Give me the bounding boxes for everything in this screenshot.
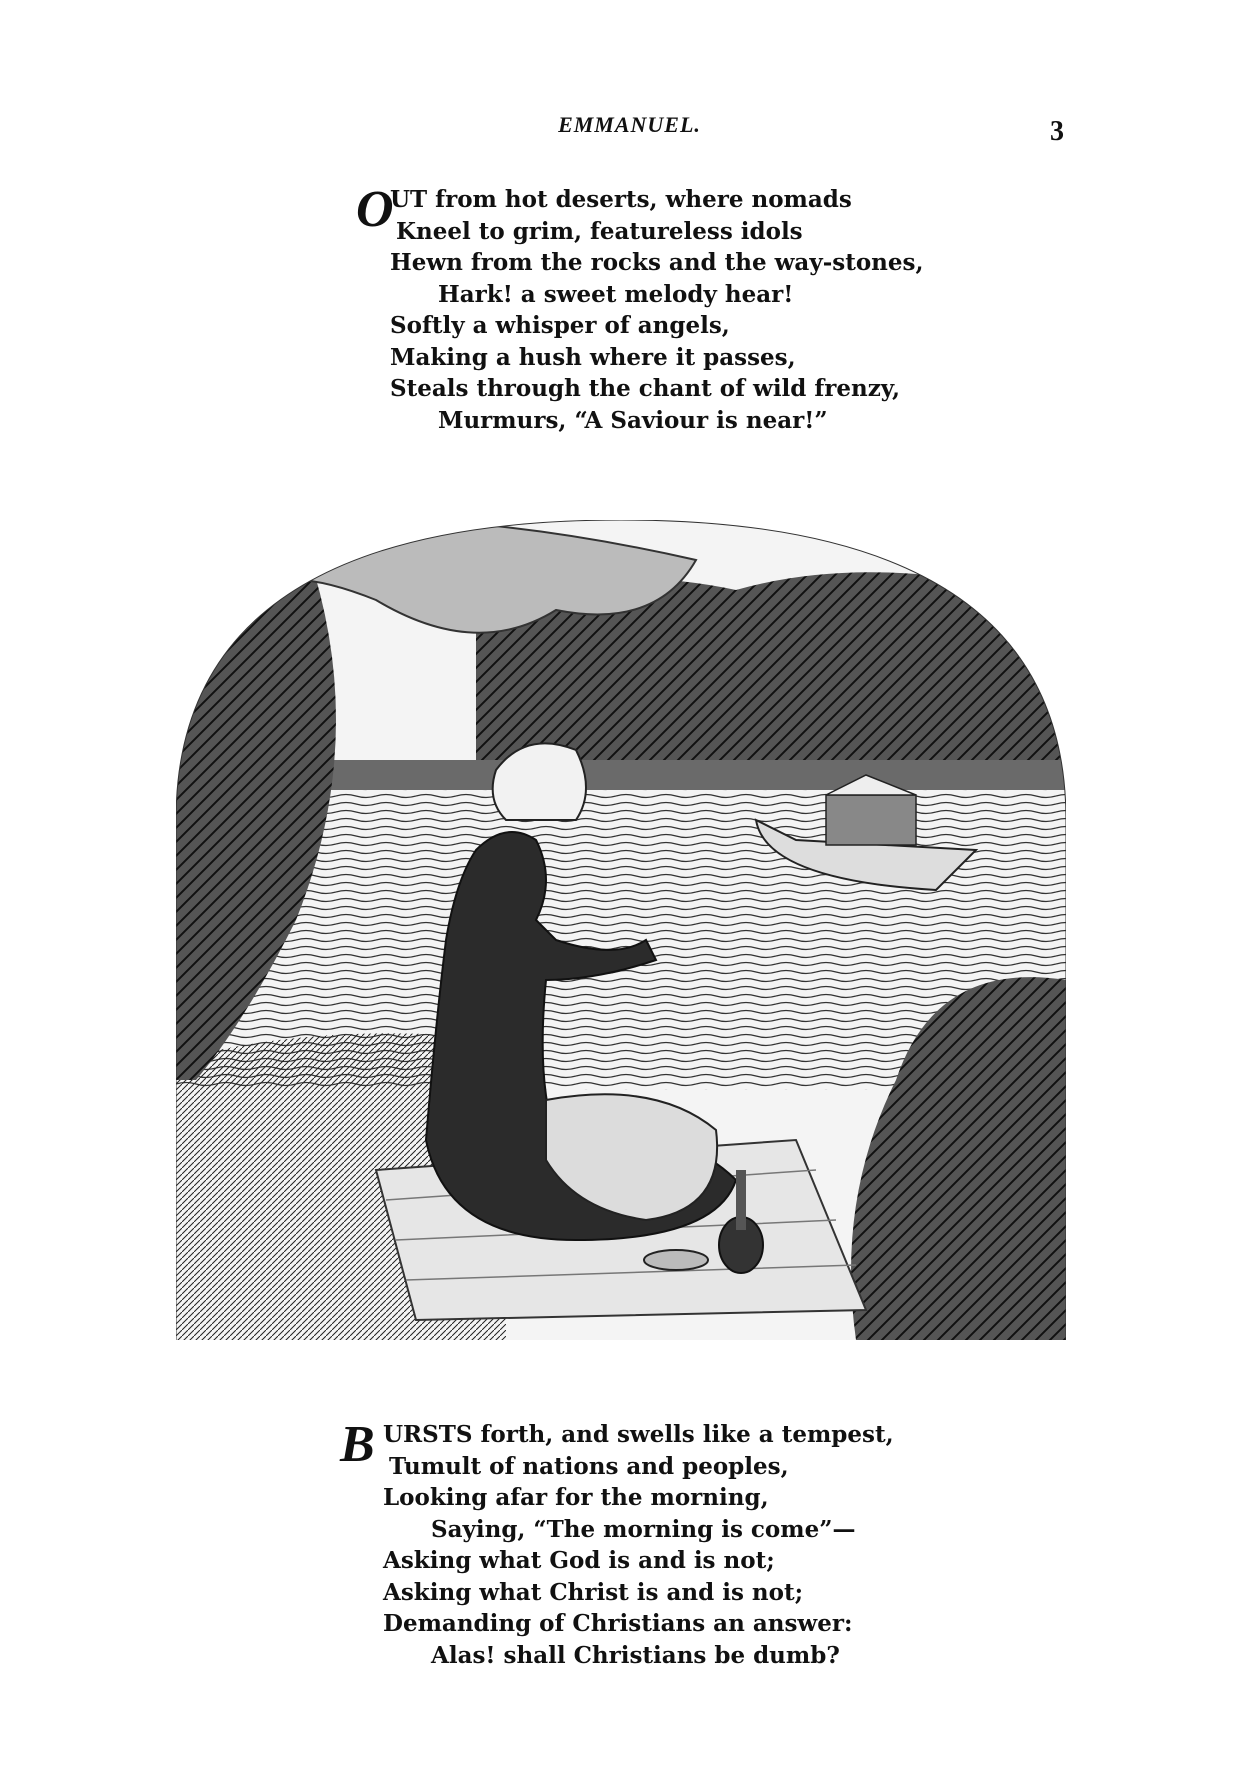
- stanza-2-line: Tumult of nations and peoples,: [389, 1452, 789, 1480]
- stanza-2-line: Alas! shall Christians be dumb?: [431, 1641, 840, 1669]
- stanza-2-line: Looking afar for the morning,: [383, 1484, 769, 1511]
- stanza-2-line: Saying, “The morning is come”—: [431, 1515, 856, 1543]
- stanza-1-line: Softly a whisper of angels,: [390, 312, 730, 339]
- stanza-1-line: Steals through the chant of wild frenzy,: [390, 375, 900, 402]
- dropcap-b: B: [340, 1416, 375, 1473]
- stanza-2-line: Demanding of Christians an answer:: [383, 1610, 853, 1637]
- stanza-2-line: URSTS forth, and swells like a tempest,: [383, 1421, 894, 1448]
- running-title: EMMANUEL.: [558, 112, 701, 137]
- stanza-1-line: Hewn from the rocks and the way-stones,: [390, 249, 924, 276]
- stanza-1: [390, 184, 923, 436]
- dropcap-o: O: [356, 181, 394, 238]
- stanza-2: [383, 1419, 894, 1671]
- stanza-1-line: Making a hush where it passes,: [390, 343, 796, 371]
- engraving-illustration: [176, 520, 1066, 1340]
- stanza-1-line: Murmurs, “A Saviour is near!”: [438, 406, 828, 434]
- stanza-1-line: Hark! a sweet melody hear!: [438, 280, 794, 308]
- stanza-1-line: Kneel to grim, featureless idols: [396, 217, 803, 245]
- page-number: 3: [1050, 116, 1064, 147]
- stanza-1-line: UT from hot deserts, where nomads: [390, 186, 852, 213]
- stanza-2-line: Asking what Christ is and is not;: [383, 1578, 804, 1606]
- stanza-2-line: Asking what God is and is not;: [383, 1547, 775, 1574]
